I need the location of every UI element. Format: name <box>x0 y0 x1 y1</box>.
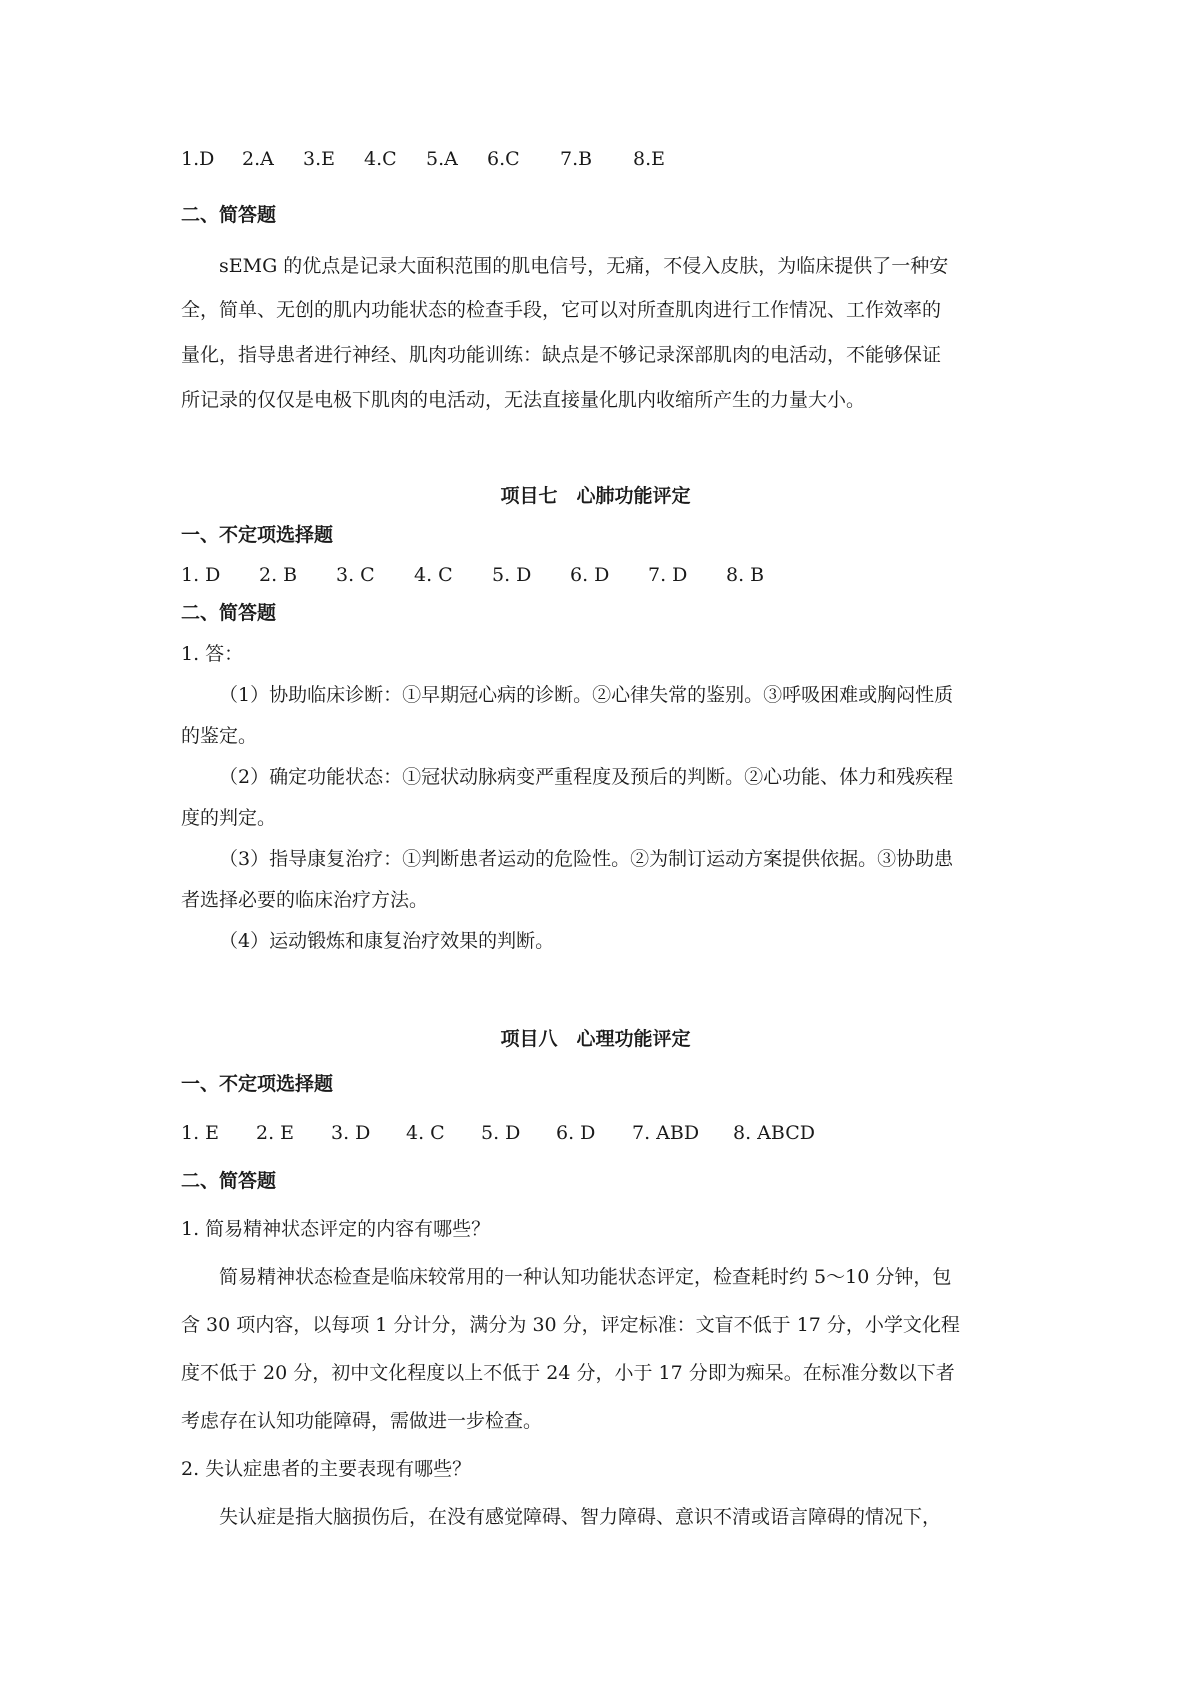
paragraph-line: 度不低于 20 分，初中文化程度以上不低于 24 分，小于 17 分即为痴呆。在标准分数以下者 <box>181 1362 955 1384</box>
answer: 3.E <box>303 148 335 170</box>
paragraph-line: 失认症是指大脑损伤后，在没有感觉障碍、智力障碍、意识不清或语言障碍的情况下， <box>219 1506 942 1528</box>
project-title: 项目七 心肺功能评定 <box>500 485 691 507</box>
paragraph-line: 全，简单、无创的肌内功能状态的检查手段，它可以对所查肌肉进行工作情况、工作效率的 <box>181 299 942 321</box>
section-heading: 一、不定项选择题 <box>181 1073 334 1095</box>
paragraph-line: 考虑存在认知功能障碍，需做进一步检查。 <box>181 1410 543 1432</box>
answer: 4.C <box>364 148 397 170</box>
answer: 3. C <box>336 564 375 586</box>
answer: 6.C <box>487 148 520 170</box>
project-title: 项目八 心理功能评定 <box>500 1028 691 1050</box>
answer: 4. C <box>406 1122 445 1144</box>
paragraph-line: 度的判定。 <box>181 807 277 829</box>
answer: 7.B <box>560 148 593 170</box>
answer: 8. ABCD <box>733 1122 815 1144</box>
section-heading: 二、简答题 <box>181 204 277 226</box>
answer: 3. D <box>331 1122 371 1144</box>
paragraph-line: （2）确定功能状态：①冠状动脉病变严重程度及预后的判断。②心功能、体力和残疾程 <box>219 766 954 788</box>
section-heading: 二、简答题 <box>181 602 277 624</box>
answer: 8.E <box>633 148 665 170</box>
answer: 1. D <box>181 564 221 586</box>
question-label: 1. 简易精神状态评定的内容有哪些？ <box>181 1218 491 1240</box>
paragraph-line: （1）协助临床诊断：①早期冠心病的诊断。②心律失常的鉴别。③呼吸困难或胸闷性质 <box>219 684 954 706</box>
answer: 5. D <box>492 564 532 586</box>
paragraph-line: （3）指导康复治疗：①判断患者运动的危险性。②为制订运动方案提供依据。③协助患 <box>219 848 954 870</box>
answer: 2. E <box>256 1122 295 1144</box>
answer: 2.A <box>242 148 274 170</box>
section-heading: 二、简答题 <box>181 1170 277 1192</box>
question-label: 2. 失认症患者的主要表现有哪些？ <box>181 1458 472 1480</box>
answer: 7. D <box>648 564 688 586</box>
answer: 5.A <box>426 148 458 170</box>
paragraph-line: 的鉴定。 <box>181 725 258 747</box>
question-label: 1. 答： <box>181 643 244 665</box>
answer: 2. B <box>259 564 298 586</box>
answer: 8. B <box>726 564 765 586</box>
paragraph-line: 简易精神状态检查是临床较常用的一种认知功能状态评定，检查耗时约 5～10 分钟，包 <box>219 1266 952 1288</box>
answer: 6. D <box>570 564 610 586</box>
answer: 5. D <box>481 1122 521 1144</box>
paragraph-line: （4）运动锻炼和康复治疗效果的判断。 <box>219 930 555 952</box>
paragraph-line: 所记录的仅仅是电极下肌肉的电活动，无法直接量化肌内收缩所产生的力量大小。 <box>181 389 866 411</box>
paragraph-line: sEMG 的优点是记录大面积范围的肌电信号，无痛，不侵入皮肤，为临床提供了一种安 <box>219 255 949 277</box>
answer: 4. C <box>414 564 453 586</box>
paragraph-line: 量化，指导患者进行神经、肌肉功能训练：缺点是不够记录深部肌肉的电活动，不能够保证 <box>181 344 942 366</box>
answer: 1. E <box>181 1122 220 1144</box>
answer: 6. D <box>556 1122 596 1144</box>
section-heading: 一、不定项选择题 <box>181 524 334 546</box>
answer: 1.D <box>181 148 215 170</box>
answer: 7. ABD <box>632 1122 700 1144</box>
paragraph-line: 含 30 项内容，以每项 1 分计分，满分为 30 分，评定标准：文盲不低于 17 分，小学文化程 <box>181 1314 960 1336</box>
paragraph-line: 者选择必要的临床治疗方法。 <box>181 889 429 911</box>
